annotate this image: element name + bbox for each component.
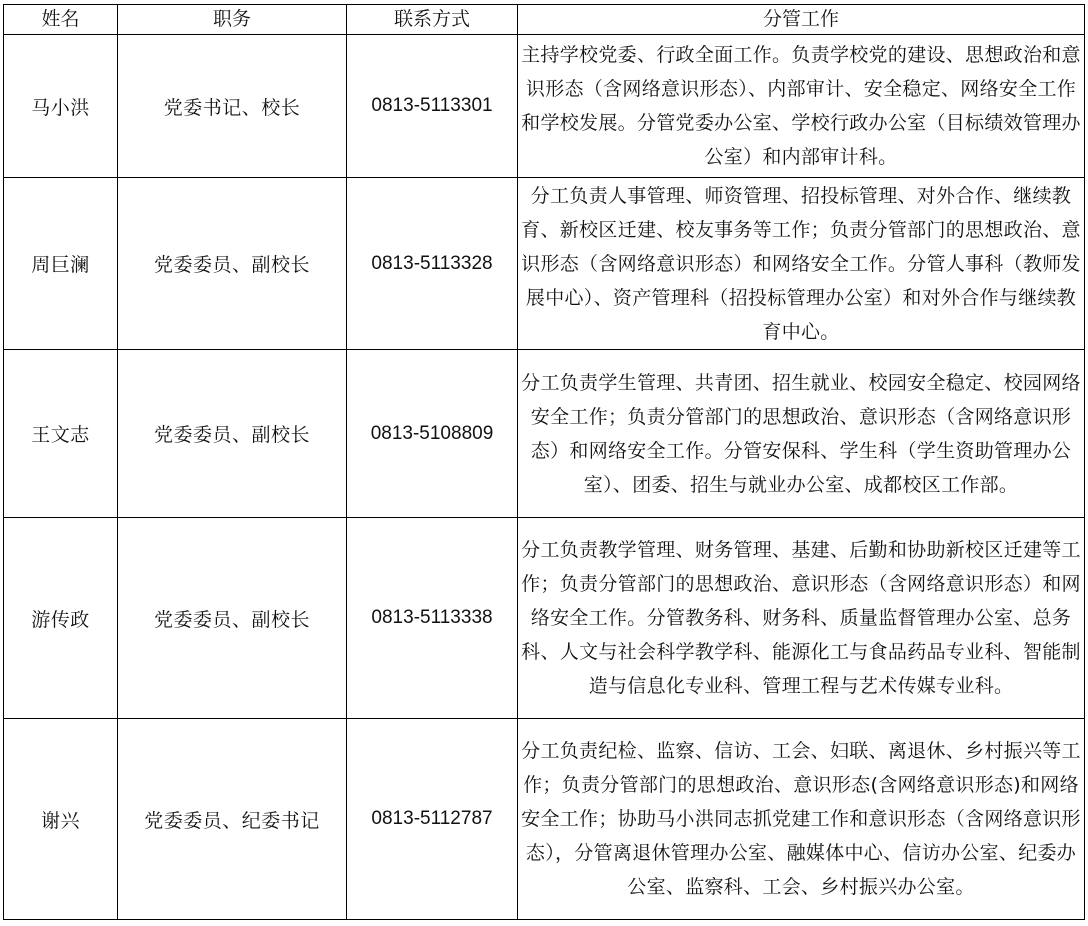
header-row xyxy=(4,5,1085,35)
table-body xyxy=(4,35,1085,920)
table-row xyxy=(4,178,1085,350)
duties-cell: 主持学校党委、行政全面工作。负责学校党的建设、思想政治和意识形态（含网络意识形态）、内部审计、安全稳定、网络安全工作和学校发展。分管党委办公室、学校行政办公室（目标绩效管理办公室）和内部审计科。 xyxy=(518,35,1085,178)
header-duties: 分管工作 xyxy=(518,5,1085,35)
phone-cell: 0813-5113328 xyxy=(347,178,518,350)
duties-cell: 分工负责学生管理、共青团、招生就业、校园安全稳定、校园网络安全工作；负责分管部门的思想政治、意识形态（含网络意识形态）和网络安全工作。分管安保科、学生科（学生资助管理办公室）、团委、招生与就业办公室、成都校区工作部。 xyxy=(518,350,1085,518)
title-cell: 党委委员、纪委书记 xyxy=(118,719,347,920)
header-name: 姓名 xyxy=(4,5,118,35)
name-cell: 谢兴 xyxy=(4,719,118,920)
header-title: 职务 xyxy=(118,5,347,35)
name-cell: 马小洪 xyxy=(4,35,118,178)
name-cell: 周巨澜 xyxy=(4,178,118,350)
table-row xyxy=(4,719,1085,920)
table-row xyxy=(4,350,1085,518)
duties-cell: 分工负责纪检、监察、信访、工会、妇联、离退休、乡村振兴等工作；负责分管部门的思想政治、意识形态(含网络意识形态)和网络安全工作；协助马小洪同志抓党建工作和意识形态（含网络意识形态），分管离退休管理办公室、融媒体中心、信访办公室、纪委办公室、监察科、工会、乡村振兴办公室。 xyxy=(518,719,1085,920)
title-cell: 党委委员、副校长 xyxy=(118,518,347,719)
duties-cell: 分工负责教学管理、财务管理、基建、后勤和协助新校区迁建等工作；负责分管部门的思想政治、意识形态（含网络意识形态）和网络安全工作。分管教务科、财务科、质量监督管理办公室、总务科、人文与社会科学教学科、能源化工与食品药品专业科、智能制造与信息化专业科、管理工程与艺术传媒专业科。 xyxy=(518,518,1085,719)
title-cell: 党委委员、副校长 xyxy=(118,178,347,350)
phone-cell: 0813-5108809 xyxy=(347,350,518,518)
phone-cell: 0813-5113338 xyxy=(347,518,518,719)
title-cell: 党委书记、校长 xyxy=(118,35,347,178)
duties-cell: 分工负责人事管理、师资管理、招投标管理、对外合作、继续教育、新校区迁建、校友事务等工作；负责分管部门的思想政治、意识形态（含网络意识形态）和网络安全工作。分管人事科（教师发展中心）、资产管理科（招投标管理办公室）和对外合作与继续教育中心。 xyxy=(518,178,1085,350)
table-header xyxy=(4,5,1085,35)
name-cell: 王文志 xyxy=(4,350,118,518)
title-cell: 党委委员、副校长 xyxy=(118,350,347,518)
name-cell: 游传政 xyxy=(4,518,118,719)
leadership-table xyxy=(3,4,1085,920)
table-row xyxy=(4,518,1085,719)
phone-cell: 0813-5113301 xyxy=(347,35,518,178)
phone-cell: 0813-5112787 xyxy=(347,719,518,920)
table-row xyxy=(4,35,1085,178)
header-contact: 联系方式 xyxy=(347,5,518,35)
